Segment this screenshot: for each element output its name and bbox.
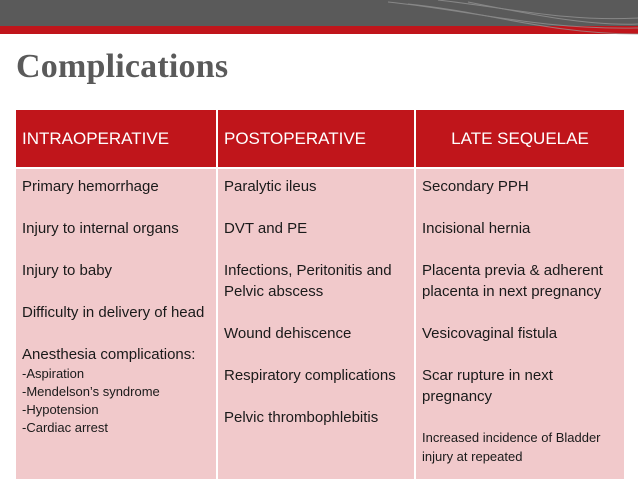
list-item: Infections, Peritonitis and Pelvic abscess bbox=[224, 262, 392, 300]
list-item: DVT and PE bbox=[224, 220, 308, 237]
list-item: Vesicovaginal fistula bbox=[422, 325, 558, 342]
list-item: Injury to baby bbox=[22, 262, 113, 279]
list-item: Increased incidence of Bladder injury at repeated bbox=[422, 430, 601, 464]
list-item: Scar rupture in next pregnancy bbox=[422, 367, 553, 405]
list-item: Secondary PPH bbox=[422, 178, 529, 195]
cell-intraoperative bbox=[16, 168, 217, 479]
list-item: Pelvic thrombophlebitis bbox=[224, 409, 379, 426]
cell-postoperative bbox=[217, 168, 415, 479]
header-postoperative: POSTOPERATIVE bbox=[217, 110, 415, 168]
list-item: Primary hemorrhage bbox=[22, 178, 159, 195]
slide-title: Complications bbox=[16, 48, 229, 85]
complications-table bbox=[16, 110, 624, 479]
list-item: Difficulty in delivery of head bbox=[22, 304, 205, 321]
decorative-corner-lines bbox=[378, 0, 638, 40]
sub-item: -Cardiac arrest bbox=[22, 420, 108, 435]
sub-item: -Hypotension bbox=[22, 402, 99, 417]
list-item: Incisional hernia bbox=[422, 220, 531, 237]
header-intraoperative: INTRAOPERATIVE bbox=[16, 110, 217, 168]
list-item: Paralytic ileus bbox=[224, 178, 317, 195]
list-item: Respiratory complications bbox=[224, 367, 396, 384]
list-item: Placenta previa & adherent placenta in next pregnancy bbox=[422, 262, 603, 300]
list-item: Anesthesia complications: bbox=[22, 346, 196, 363]
cell-late-sequelae bbox=[415, 168, 624, 479]
list-item: Wound dehiscence bbox=[224, 325, 352, 342]
list-item: Injury to internal organs bbox=[22, 220, 179, 237]
sub-item: -Aspiration bbox=[22, 366, 85, 381]
sub-item: -Mendelson’s syndrome bbox=[22, 384, 160, 399]
header-late-sequelae: LATE SEQUELAE bbox=[415, 110, 624, 168]
